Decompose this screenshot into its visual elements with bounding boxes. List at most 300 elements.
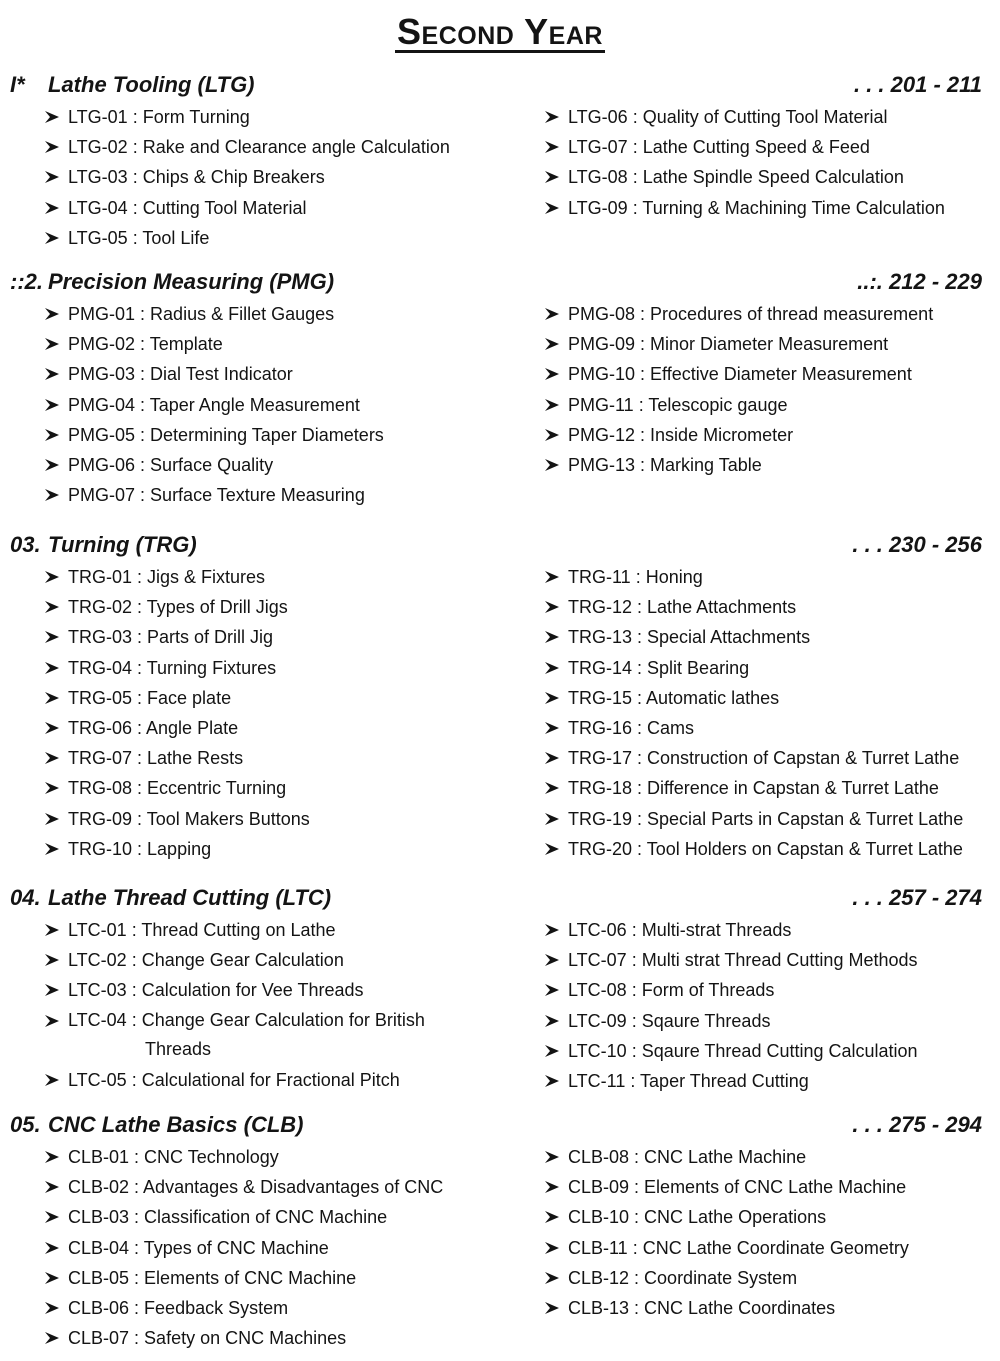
list-item <box>544 945 994 975</box>
section <box>0 1108 1000 1349</box>
item-title: Radius & Fillet Gauges <box>150 304 335 324</box>
arrow-bullet-icon <box>544 1172 564 1202</box>
item-separator: : <box>633 394 649 415</box>
item-separator: : <box>132 597 147 618</box>
item-code: PMG-09 <box>568 334 636 355</box>
arrow-bullet-icon <box>44 1172 64 1202</box>
arrow-bullet-icon <box>544 1202 564 1232</box>
arrow-bullet-icon <box>44 480 64 510</box>
item-separator: : <box>126 920 142 940</box>
arrow-bullet-icon <box>544 562 564 592</box>
item-separator: : <box>132 808 147 829</box>
item-code: TRG-19 <box>568 808 633 829</box>
item-separator: : <box>632 748 648 769</box>
section-title: Lathe Tooling (LTG) <box>48 72 255 97</box>
list-item <box>44 1065 534 1095</box>
item-title: Calculation for Vee Threads <box>141 980 364 1001</box>
left-column <box>44 562 534 864</box>
item-code: PMG-10 <box>568 364 636 385</box>
item-separator: : <box>629 1177 645 1198</box>
arrow-bullet-icon <box>44 743 64 773</box>
section-title: Precision Measuring (PMG) <box>48 269 335 294</box>
list-item <box>44 223 534 253</box>
list-item <box>544 420 994 450</box>
item-separator: : <box>626 950 642 971</box>
list-item <box>44 653 534 683</box>
item-title: Lathe Spindle Speed Calculation <box>642 167 904 188</box>
arrow-bullet-icon <box>44 359 64 389</box>
arrow-bullet-icon <box>544 975 564 1005</box>
item-code: LTC-05 <box>68 1069 127 1090</box>
arrow-bullet-icon <box>544 915 564 945</box>
item-separator: : <box>127 167 143 188</box>
list-item <box>44 773 534 803</box>
arrow-bullet-icon <box>44 1323 64 1353</box>
item-title: CNC Technology <box>144 1147 279 1167</box>
item-code: TRG-06 <box>68 718 133 739</box>
item-separator: : <box>135 334 150 355</box>
item-code: TRG-18 <box>568 778 633 799</box>
section-number: 03. <box>10 532 41 557</box>
list-item <box>544 299 994 329</box>
right-column <box>544 915 994 1096</box>
list-item <box>544 1202 994 1232</box>
section-heading <box>0 265 1000 299</box>
arrow-bullet-icon <box>544 359 564 389</box>
item-separator: : <box>632 687 647 708</box>
item-title: Tool Holders on Capstan & Turret Lathe <box>646 838 963 859</box>
item-code: TRG-03 <box>68 627 133 648</box>
item-title: CNC Lathe Machine <box>644 1147 807 1167</box>
item-separator: : <box>135 424 151 445</box>
item-separator: : <box>127 227 143 248</box>
item-title: Rake and Clearance angle Calculation <box>142 137 450 158</box>
section-page-range: . . . 275 - 294 <box>852 1112 982 1137</box>
arrow-bullet-icon <box>544 683 564 713</box>
list-item <box>544 1036 994 1066</box>
item-separator: : <box>126 1069 142 1090</box>
section-heading <box>0 1108 1000 1142</box>
arrow-bullet-icon <box>44 420 64 450</box>
arrow-bullet-icon <box>44 162 64 192</box>
item-code: LTG-03 <box>68 167 128 188</box>
arrow-bullet-icon <box>44 683 64 713</box>
item-code: PMG-07 <box>68 485 136 506</box>
item-code: PMG-08 <box>568 304 636 324</box>
list-item <box>44 1142 534 1172</box>
item-title: Lathe Rests <box>147 748 244 769</box>
list-item <box>44 1293 534 1323</box>
item-code: CLB-10 <box>568 1207 630 1228</box>
list-item <box>44 420 534 450</box>
item-separator: : <box>135 394 150 415</box>
arrow-bullet-icon <box>544 1293 564 1323</box>
item-title: Template <box>149 334 223 355</box>
arrow-bullet-icon <box>44 390 64 420</box>
left-column <box>44 1142 534 1353</box>
item-title: Thread Cutting on Lathe <box>141 920 336 940</box>
item-separator: : <box>635 455 651 476</box>
item-separator: : <box>635 364 651 385</box>
arrow-bullet-icon <box>44 834 64 864</box>
list-item <box>44 945 534 975</box>
item-separator: : <box>127 107 143 127</box>
arrow-bullet-icon <box>544 713 564 743</box>
item-separator: : <box>135 364 151 385</box>
item-title: Chips & Chip Breakers <box>142 167 325 188</box>
item-separator: : <box>629 1267 645 1288</box>
arrow-bullet-icon <box>44 1142 64 1172</box>
item-code: TRG-15 <box>568 687 633 708</box>
arrow-bullet-icon <box>544 329 564 359</box>
list-item <box>544 622 994 652</box>
arrow-bullet-icon <box>44 193 64 223</box>
item-code: TRG-09 <box>68 808 133 829</box>
item-title: Turning Fixtures <box>146 657 277 678</box>
list-item <box>44 359 534 389</box>
list-item <box>44 562 534 592</box>
arrow-bullet-icon <box>544 450 564 480</box>
item-code: CLB-12 <box>568 1267 630 1288</box>
arrow-bullet-icon <box>44 132 64 162</box>
item-separator: : <box>135 304 151 324</box>
list-item <box>44 683 534 713</box>
list-item <box>44 1172 534 1202</box>
list-item <box>544 975 994 1005</box>
arrow-bullet-icon <box>44 622 64 652</box>
item-code: LTG-06 <box>568 107 628 127</box>
item-code: TRG-05 <box>68 687 133 708</box>
section-page-range: . . . 201 - 211 <box>853 72 982 97</box>
item-separator: : <box>135 455 151 476</box>
item-separator: : <box>129 1298 145 1319</box>
item-separator: : <box>132 778 148 799</box>
arrow-bullet-icon <box>544 592 564 622</box>
list-item <box>544 450 994 480</box>
arrow-bullet-icon <box>44 915 64 945</box>
list-item <box>544 592 994 622</box>
section-number: ::2. <box>10 269 43 294</box>
list-item <box>544 359 994 389</box>
item-code: TRG-02 <box>68 597 133 618</box>
item-title: Split Bearing <box>647 657 750 678</box>
arrow-bullet-icon <box>44 1293 64 1323</box>
item-title: Jigs & Fixtures <box>147 567 266 587</box>
item-code: LTG-09 <box>568 197 628 218</box>
right-column <box>544 562 994 864</box>
item-title: Lapping <box>147 838 212 859</box>
arrow-bullet-icon <box>544 1036 564 1066</box>
item-separator: : <box>629 1298 645 1319</box>
list-item <box>544 193 994 223</box>
item-separator: : <box>632 657 648 678</box>
item-title: Classification of CNC Machine <box>144 1207 388 1228</box>
arrow-bullet-icon <box>544 1066 564 1096</box>
item-code: TRG-13 <box>568 627 633 648</box>
item-title: Lathe Attachments <box>647 597 797 618</box>
arrow-bullet-icon <box>544 622 564 652</box>
item-title: CNC Lathe Coordinates <box>644 1298 836 1319</box>
section-title: Lathe Thread Cutting (LTC) <box>48 885 332 910</box>
page-title <box>0 10 1000 54</box>
item-title: Angle Plate <box>146 718 239 739</box>
list-item <box>544 102 994 132</box>
item-title: Feedback System <box>144 1298 289 1319</box>
item-code: CLB-03 <box>68 1207 130 1228</box>
arrow-bullet-icon <box>44 1263 64 1293</box>
list-item <box>544 915 994 945</box>
item-code: PMG-01 <box>68 304 136 324</box>
item-separator: : <box>127 137 143 158</box>
item-code: CLB-09 <box>568 1177 630 1198</box>
item-separator: : <box>635 334 651 355</box>
item-title: Special Parts in Capstan & Turret Lathe <box>647 808 964 829</box>
item-title: Elements of CNC Machine <box>144 1267 357 1288</box>
arrow-bullet-icon <box>544 162 564 192</box>
item-separator: : <box>129 1207 145 1228</box>
item-title: Elements of CNC Lathe Machine <box>644 1177 907 1198</box>
item-code: PMG-12 <box>568 424 636 445</box>
list-item <box>544 562 994 592</box>
item-code: LTG-04 <box>68 197 128 218</box>
item-separator: : <box>632 808 648 829</box>
item-code: TRG-11 <box>568 567 631 587</box>
item-title: Construction of Capstan & Turret Lathe <box>647 748 960 769</box>
item-separator: : <box>632 778 648 799</box>
item-separator: : <box>632 838 647 859</box>
list-item <box>44 329 534 359</box>
list-item <box>44 915 534 945</box>
list-item <box>544 834 994 864</box>
item-separator: : <box>626 980 642 1001</box>
item-title: Eccentric Turning <box>147 778 287 799</box>
arrow-bullet-icon <box>44 773 64 803</box>
list-item <box>44 743 534 773</box>
item-separator: : <box>132 567 148 587</box>
list-item <box>44 1263 534 1293</box>
item-title: Minor Diameter Measurement <box>650 334 889 355</box>
item-title: Honing <box>645 567 703 587</box>
arrow-bullet-icon <box>544 1263 564 1293</box>
item-title: CNC Lathe Operations <box>644 1207 827 1228</box>
list-item <box>44 1006 534 1065</box>
list-item <box>44 975 534 1005</box>
item-title-continuation: Threads <box>145 1038 212 1059</box>
item-code: CLB-07 <box>68 1328 130 1349</box>
list-item <box>44 622 534 652</box>
section-heading <box>0 881 1000 915</box>
item-title: Change Gear Calculation <box>141 950 344 971</box>
item-title: Inside Micrometer <box>650 424 794 445</box>
item-separator: : <box>630 567 646 587</box>
item-separator: : <box>629 1147 645 1167</box>
arrow-bullet-icon <box>544 945 564 975</box>
list-item <box>544 653 994 683</box>
item-title: Coordinate System <box>644 1267 798 1288</box>
right-column <box>544 299 994 480</box>
item-title: Advantages & Disadvantages of CNC <box>143 1177 444 1198</box>
arrow-bullet-icon <box>544 132 564 162</box>
left-column <box>44 102 534 253</box>
item-title: Sqaure Threads <box>641 1010 771 1031</box>
item-title: Dial Test Indicator <box>150 364 293 385</box>
item-code: LTG-07 <box>568 137 628 158</box>
arrow-bullet-icon <box>44 102 64 132</box>
item-code: LTC-03 <box>68 980 127 1001</box>
arrow-bullet-icon <box>44 450 64 480</box>
list-item <box>544 1172 994 1202</box>
item-separator: : <box>627 167 643 188</box>
item-title: Automatic lathes <box>646 687 780 708</box>
item-title: Taper Thread Cutting <box>640 1071 809 1092</box>
list-item <box>44 102 534 132</box>
section <box>0 881 1000 1092</box>
list-item <box>544 683 994 713</box>
item-separator: : <box>126 980 142 1001</box>
list-item <box>44 804 534 834</box>
list-item <box>44 834 534 864</box>
item-code: LTC-11 <box>568 1071 626 1092</box>
item-title: Difference in Capstan & Turret Lathe <box>647 778 939 799</box>
arrow-bullet-icon <box>44 299 64 329</box>
item-title: Change Gear Calculation for British <box>141 1009 425 1030</box>
item-code: CLB-13 <box>568 1298 630 1319</box>
item-code: PMG-03 <box>68 364 136 385</box>
item-separator: : <box>625 1071 641 1092</box>
arrow-bullet-icon <box>544 1233 564 1263</box>
arrow-bullet-icon <box>544 773 564 803</box>
item-title: Multi-strat Threads <box>641 920 792 940</box>
item-separator: : <box>635 304 651 324</box>
item-title: Surface Quality <box>150 455 274 476</box>
arrow-bullet-icon <box>44 1202 64 1232</box>
arrow-bullet-icon <box>44 975 64 1005</box>
list-item <box>44 390 534 420</box>
list-item <box>44 299 534 329</box>
item-title: Parts of Drill Jig <box>147 627 274 648</box>
item-separator: : <box>626 920 642 940</box>
list-item <box>544 1006 994 1036</box>
item-separator: : <box>132 748 148 769</box>
item-separator: : <box>627 137 643 158</box>
item-title: Types of CNC Machine <box>143 1237 329 1258</box>
item-code: LTG-08 <box>568 167 628 188</box>
item-code: CLB-11 <box>568 1237 628 1258</box>
item-separator: : <box>627 197 643 218</box>
section-title: CNC Lathe Basics (CLB) <box>48 1112 304 1137</box>
list-item <box>544 1293 994 1323</box>
arrow-bullet-icon <box>544 420 564 450</box>
list-item <box>544 1066 994 1096</box>
item-title: Lathe Cutting Speed & Feed <box>642 137 870 158</box>
left-column <box>44 915 534 1095</box>
item-code: TRG-07 <box>68 748 133 769</box>
arrow-bullet-icon <box>544 834 564 864</box>
item-code: PMG-06 <box>68 455 136 476</box>
arrow-bullet-icon <box>44 562 64 592</box>
arrow-bullet-icon <box>44 592 64 622</box>
list-item <box>544 713 994 743</box>
arrow-bullet-icon <box>44 713 64 743</box>
item-code: LTC-09 <box>568 1010 627 1031</box>
list-item <box>44 480 534 510</box>
item-separator: : <box>129 1328 145 1349</box>
arrow-bullet-icon <box>544 804 564 834</box>
item-code: LTC-02 <box>68 950 127 971</box>
item-code: LTC-07 <box>568 950 627 971</box>
arrow-bullet-icon <box>44 653 64 683</box>
item-separator: : <box>626 1040 642 1061</box>
list-item <box>44 1233 534 1263</box>
item-code: LTC-04 <box>68 1009 127 1030</box>
item-code: PMG-13 <box>568 455 636 476</box>
list-item <box>44 162 534 192</box>
list-item <box>544 1142 994 1172</box>
item-code: PMG-05 <box>68 424 136 445</box>
list-item <box>44 450 534 480</box>
section-number: I* <box>10 72 25 97</box>
list-item <box>44 713 534 743</box>
list-item <box>44 193 534 223</box>
item-separator: : <box>632 597 648 618</box>
item-code: TRG-12 <box>568 597 633 618</box>
item-title: Form Turning <box>142 107 250 127</box>
item-separator: : <box>626 1010 642 1031</box>
item-code: PMG-11 <box>568 394 634 415</box>
item-separator: : <box>135 485 151 506</box>
list-item <box>44 592 534 622</box>
item-title: Tool Life <box>142 227 210 248</box>
item-code: CLB-04 <box>68 1237 130 1258</box>
item-code: TRG-16 <box>568 718 633 739</box>
item-separator: : <box>126 1009 142 1030</box>
section-page-range: . . . 230 - 256 <box>852 532 982 557</box>
item-code: TRG-17 <box>568 748 633 769</box>
item-title: Effective Diameter Measurement <box>650 364 912 385</box>
section-page-range: . . . 257 - 274 <box>852 885 982 910</box>
arrow-bullet-icon <box>44 1006 64 1036</box>
item-title: Surface Texture Measuring <box>150 485 365 506</box>
list-item <box>544 773 994 803</box>
list-item <box>44 132 534 162</box>
arrow-bullet-icon <box>544 102 564 132</box>
item-separator: : <box>129 1177 144 1198</box>
item-separator: : <box>132 718 147 739</box>
item-code: TRG-01 <box>68 567 133 587</box>
item-code: LTG-05 <box>68 227 128 248</box>
arrow-bullet-icon <box>544 743 564 773</box>
item-separator: : <box>635 424 651 445</box>
list-item <box>44 1202 534 1232</box>
item-code: TRG-14 <box>568 657 633 678</box>
item-title: Calculational for Fractional Pitch <box>141 1069 400 1090</box>
item-title: Determining Taper Diameters <box>150 424 384 445</box>
arrow-bullet-icon <box>544 193 564 223</box>
list-item <box>544 162 994 192</box>
item-title: Procedures of thread measurement <box>650 304 934 324</box>
item-title: Special Attachments <box>647 627 811 648</box>
item-title: Face plate <box>147 687 232 708</box>
item-code: LTG-01 <box>68 107 128 127</box>
item-title: Marking Table <box>650 455 762 476</box>
item-separator: : <box>632 718 648 739</box>
section-number: 05. <box>10 1112 41 1137</box>
section-title: Turning (TRG) <box>48 532 197 557</box>
item-code: LTC-01 <box>68 920 127 940</box>
right-column <box>544 1142 994 1323</box>
item-code: TRG-08 <box>68 778 133 799</box>
item-code: PMG-04 <box>68 394 136 415</box>
